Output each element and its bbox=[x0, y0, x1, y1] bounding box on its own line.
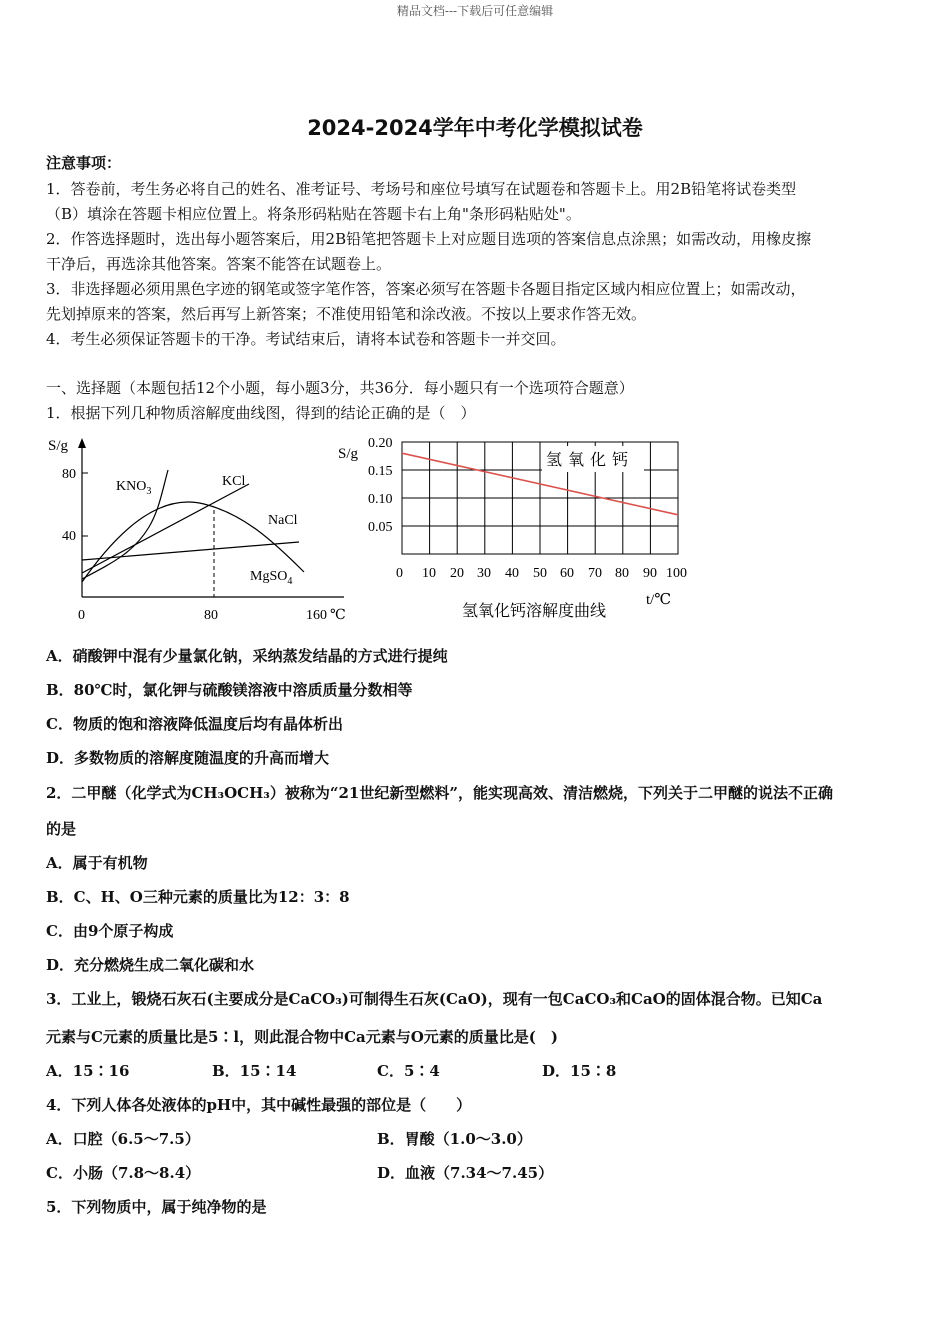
y-tick-label: 0.15 bbox=[368, 464, 393, 479]
x-tick-label: 30 bbox=[477, 566, 491, 581]
solubility-chart-left bbox=[44, 432, 364, 628]
y-tick-label: 0.20 bbox=[368, 436, 393, 451]
q4-option-b: B．胃酸（1.0～3.0） bbox=[377, 1130, 532, 1148]
q1-option-c: C．物质的饱和溶液降低温度后均有晶体析出 bbox=[46, 715, 343, 733]
q2-stem-2: 的是 bbox=[46, 820, 77, 838]
chart-title: 氢氧化钙溶解度曲线 bbox=[462, 601, 607, 620]
q4-option-a: A．口腔（6.5～7.5） bbox=[46, 1130, 200, 1148]
section-heading: 一、选择题（本题包括12个小题，每小题3分，共36分．每小题只有一个选项符合题意） bbox=[46, 379, 634, 397]
notice-line: （B）填涂在答题卡相应位置上。将条形码粘贴在答题卡右上角"条形码粘贴处"。 bbox=[46, 205, 581, 223]
y-axis-arrow bbox=[78, 438, 86, 448]
y-axis-label: S/g bbox=[48, 438, 69, 454]
series-line-kcl bbox=[82, 484, 249, 573]
series-label-kcl: KCl bbox=[222, 474, 246, 489]
x-tick-label: 70 bbox=[588, 566, 602, 581]
q2-option-b: B．C、H、O三种元素的质量比为12：3：8 bbox=[46, 888, 350, 906]
series-label-kno3: $KNO_3$ bbox=[116, 479, 152, 497]
series-label-nacl: NaCl bbox=[268, 513, 298, 528]
x-tick-label: 160 bbox=[306, 608, 327, 623]
x-tick-label: 90 bbox=[643, 566, 657, 581]
q4-option-c: C．小肠（7.8～8.4） bbox=[46, 1164, 201, 1182]
notice-line: 2．作答选择题时，选出每小题答案后，用2B铅笔把答题卡上对应题目选项的答案信息点涂黑；如需改动，用橡皮擦 bbox=[46, 230, 812, 248]
x-tick-label: 80 bbox=[204, 608, 218, 623]
y-tick-label: 0.05 bbox=[368, 520, 393, 535]
solubility-chart-right bbox=[334, 432, 710, 632]
q1-option-b: B．80℃时，氯化钾与硫酸镁溶液中溶质质量分数相等 bbox=[46, 681, 413, 699]
x-tick-label: 80 bbox=[615, 566, 629, 581]
q5-stem: 5．下列物质中，属于纯净物的是 bbox=[46, 1198, 267, 1216]
x-tick-label: 40 bbox=[505, 566, 519, 581]
x-tick-labels bbox=[396, 566, 687, 581]
notice-line: 3．非选择题必须用黑色字迹的钢笔或签字笔作答，答案必须写在答题卡各题目指定区域内相应位置上；如需改动， bbox=[46, 280, 806, 298]
q2-option-d: D．充分燃烧生成二氧化碳和水 bbox=[46, 956, 255, 974]
y-tick-label: 40 bbox=[62, 529, 76, 544]
q1-option-a: A．硝酸钾中混有少量氯化钠，采纳蒸发结晶的方式进行提纯 bbox=[46, 647, 448, 665]
q3-option-d: D．15∶8 bbox=[542, 1062, 617, 1080]
notice-line: 4．考生必须保证答题卡的干净。考试结束后，请将本试卷和答题卡一并交回。 bbox=[46, 330, 566, 348]
q2-stem-1: 2．二甲醚（化学式为CH₃OCH₃）被称为“21世纪新型燃料”，能实现高效、清洁燃烧，下列关于二甲醚的说法不正确 bbox=[46, 784, 833, 802]
y-tick-label: 80 bbox=[62, 467, 76, 482]
series-line-nacl bbox=[82, 542, 299, 560]
x-tick-label: 20 bbox=[450, 566, 464, 581]
page-title: 2024-2024学年中考化学模拟试卷 bbox=[307, 116, 643, 140]
notice-line: 干净后，再选涂其他答案。答案不能答在试题卷上。 bbox=[46, 255, 392, 273]
q3-option-b: B．15∶14 bbox=[212, 1062, 297, 1080]
y-tick-label: 0.10 bbox=[368, 492, 393, 507]
x-axis-label: t/℃ bbox=[646, 592, 672, 608]
q3-option-c: C．5∶4 bbox=[377, 1062, 440, 1080]
x-tick-label: 0 bbox=[396, 566, 403, 581]
x-tick-label: 50 bbox=[533, 566, 547, 581]
notice-heading: 注意事项： bbox=[46, 154, 122, 172]
q3-stem-1: 3．工业上，锻烧石灰石(主要成分是CaCO₃)可制得生石灰(CaO)，现有一包CaCO₃和CaO的固体混合物。已知Ca bbox=[46, 990, 823, 1008]
page-header: 精品文档---下载后可任意编辑 bbox=[396, 4, 554, 18]
q3-stem-2: 元素与C元素的质量比是5∶l，则此混合物中Ca元素与O元素的质量比是( ) bbox=[46, 1028, 558, 1046]
q4-stem: 4．下列人体各处液体的pH中，其中碱性最强的部位是（ ） bbox=[46, 1096, 472, 1114]
question-1-stem: 1．根据下列几种物质溶解度曲线图，得到的结论正确的是（ ） bbox=[46, 404, 476, 422]
x-tick-label: 100 bbox=[666, 566, 687, 581]
q4-option-d: D．血液（7.34～7.45） bbox=[377, 1164, 554, 1182]
q1-option-d: D．多数物质的溶解度随温度的升高而增大 bbox=[46, 749, 330, 767]
series-label-mgso4: MgSO$_4$ bbox=[250, 569, 293, 587]
q2-option-c: C．由9个原子构成 bbox=[46, 922, 174, 940]
q2-option-a: A．属于有机物 bbox=[46, 854, 148, 872]
x-axis-label: ℃ bbox=[330, 608, 346, 623]
notice-line: 先划掉原来的答案，然后再写上新答案；不准使用铅笔和涂改液。不按以上要求作答无效。 bbox=[46, 305, 647, 323]
q3-option-a: A．15∶16 bbox=[46, 1062, 130, 1080]
notice-line: 1．答卷前，考生务必将自己的姓名、准考证号、考场号和座位号填写在试题卷和答题卡上。用2B铅笔将试卷类型 bbox=[46, 180, 797, 198]
x-tick-label: 0 bbox=[78, 608, 85, 623]
y-axis-label: S/g bbox=[338, 446, 359, 462]
x-tick-label: 60 bbox=[560, 566, 574, 581]
x-tick-label: 10 bbox=[422, 566, 436, 581]
legend-label: 氢氧化钙 bbox=[546, 450, 635, 469]
